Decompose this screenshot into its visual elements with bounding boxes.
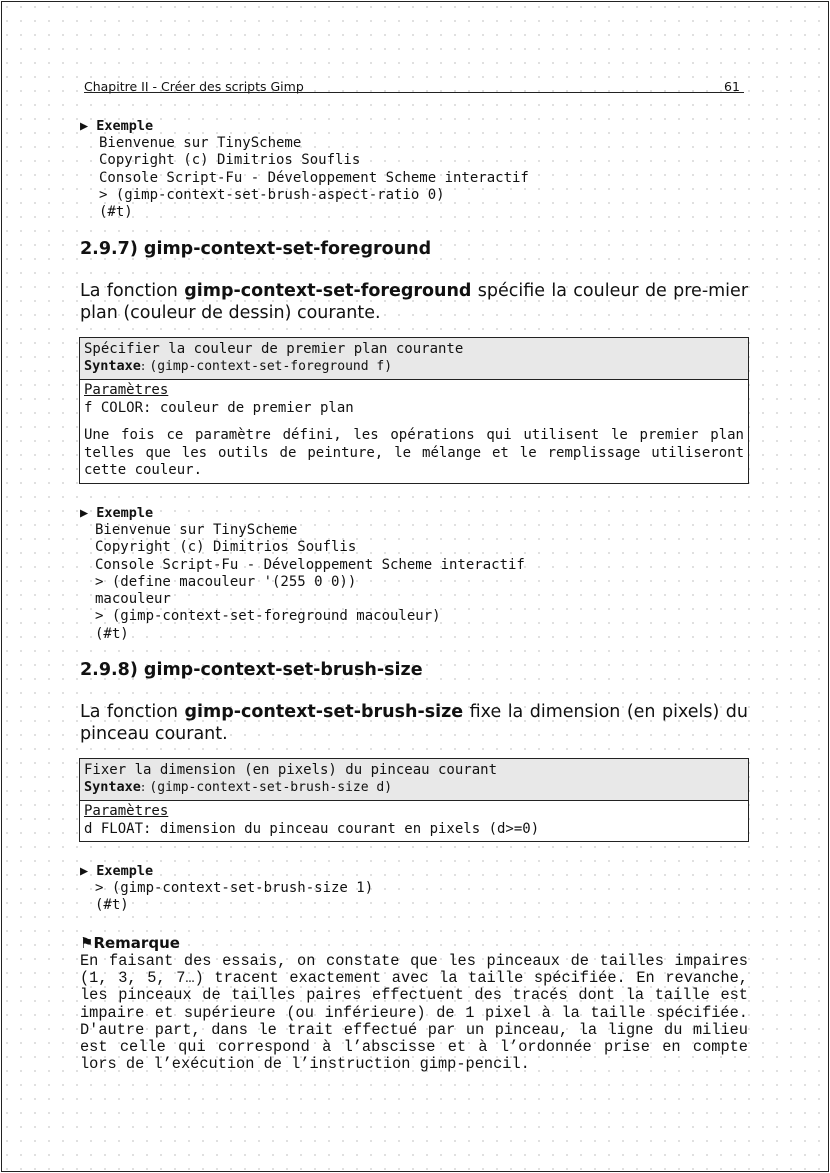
box-header (80, 759, 748, 801)
code-line: (#t) (95, 897, 129, 914)
example-heading (80, 505, 153, 521)
function-reference-box (79, 758, 749, 842)
box-header (80, 338, 748, 380)
section-heading: 2.9.7) gimp-context-set-foreground (80, 239, 432, 259)
function-reference-box (79, 337, 749, 484)
header-rule (84, 92, 744, 93)
example-heading (80, 863, 153, 879)
remark-text: En faisant des essais, on constate que les pinceaux de tailles impaires (1, 3, 5, 7…) tracent exactement avec la taille spécifiée. En revanche, les pinceaux de tailles paires effectuent des tracés dont la taille est impaire et supérieure (ou inférieure) de 1 pixel à la taille spécifiée. D'autre part, dans le trait effectué par un pinceau, la ligne du milieu est celle qui correspond à l’abscisse et à l’ordonnée prise en compte lors de l’exécution de l’instruction gimp-pencil. (80, 952, 748, 1074)
code-line: > (gimp-context-set-brush-size 1) (95, 880, 374, 896)
example-code-block (95, 522, 525, 643)
param-line: f COLOR: couleur de premier plan (84, 399, 354, 416)
example-label: Exemple (96, 505, 154, 521)
page-number: 61 (724, 79, 740, 94)
syntax-line: Syntaxe: (gimp-context-set-foreground f) (84, 358, 393, 374)
code-line: > (define macouleur '(255 0 0)) (95, 573, 357, 590)
example-code-block (99, 135, 529, 221)
code-line: (#t) (95, 625, 129, 642)
code-line: macouleur (95, 591, 171, 608)
play-arrow-icon: ▶ (80, 505, 89, 521)
box-note: Une fois ce paramètre défini, les opérations qui utilisent le premier plan telles que les outils de peinture, le mélange et le remplissage utiliseront cette couleur. (84, 427, 744, 478)
param-line: d FLOAT: dimension du pinceau courant en pixels (d>=0) (84, 820, 540, 837)
example-code-block (95, 880, 373, 915)
code-line: (#t) (99, 204, 133, 221)
chapter-header: Chapitre II - Créer des scripts Gimp (84, 79, 304, 94)
code-line: Copyright (c) Dimitrios Souflis (95, 539, 357, 556)
box-summary: Spécifier la couleur de premier plan courante (84, 341, 464, 357)
box-summary: Fixer la dimension (en pixels) du pinceau courant (84, 762, 498, 778)
code-line: > (gimp-context-set-brush-aspect-ratio 0) (99, 186, 445, 203)
code-line: > (gimp-context-set-foreground macouleur) (95, 608, 441, 625)
function-name: gimp-context-set-foreground (184, 281, 472, 301)
example-label: Exemple (96, 863, 154, 879)
code-line: Copyright (c) Dimitrios Souflis (99, 152, 361, 169)
code-line: Bienvenue sur TinyScheme (99, 135, 302, 151)
code-line: Console Script-Fu - Développement Scheme interactif (95, 556, 525, 573)
code-line: Bienvenue sur TinyScheme (95, 522, 298, 538)
example-heading (80, 118, 153, 134)
example-label: Exemple (96, 118, 154, 134)
box-body (80, 801, 748, 841)
code-line: Console Script-Fu - Développement Scheme interactif (99, 169, 529, 186)
remark-title: Remarque (93, 934, 180, 952)
function-name: gimp-context-set-brush-size (184, 702, 464, 722)
params-label: Paramètres (84, 382, 169, 398)
params-label: Paramètres (84, 803, 169, 819)
syntax-line: Syntaxe: (gimp-context-set-brush-size d) (84, 779, 393, 795)
section-paragraph: La fonction gimp-context-set-brush-size fixe la dimension (en pixels) du pinceau courant. (80, 702, 748, 744)
section-paragraph: La fonction gimp-context-set-foreground spécifie la couleur de pre-mier plan (couleur de dessin) courante. (80, 281, 749, 323)
play-arrow-icon: ▶ (80, 863, 89, 879)
flag-icon: ⚑ (80, 934, 94, 952)
play-arrow-icon: ▶ (80, 118, 89, 134)
section-heading: 2.9.8) gimp-context-set-brush-size (80, 660, 423, 680)
remark-heading (80, 934, 180, 952)
box-body (80, 380, 748, 483)
